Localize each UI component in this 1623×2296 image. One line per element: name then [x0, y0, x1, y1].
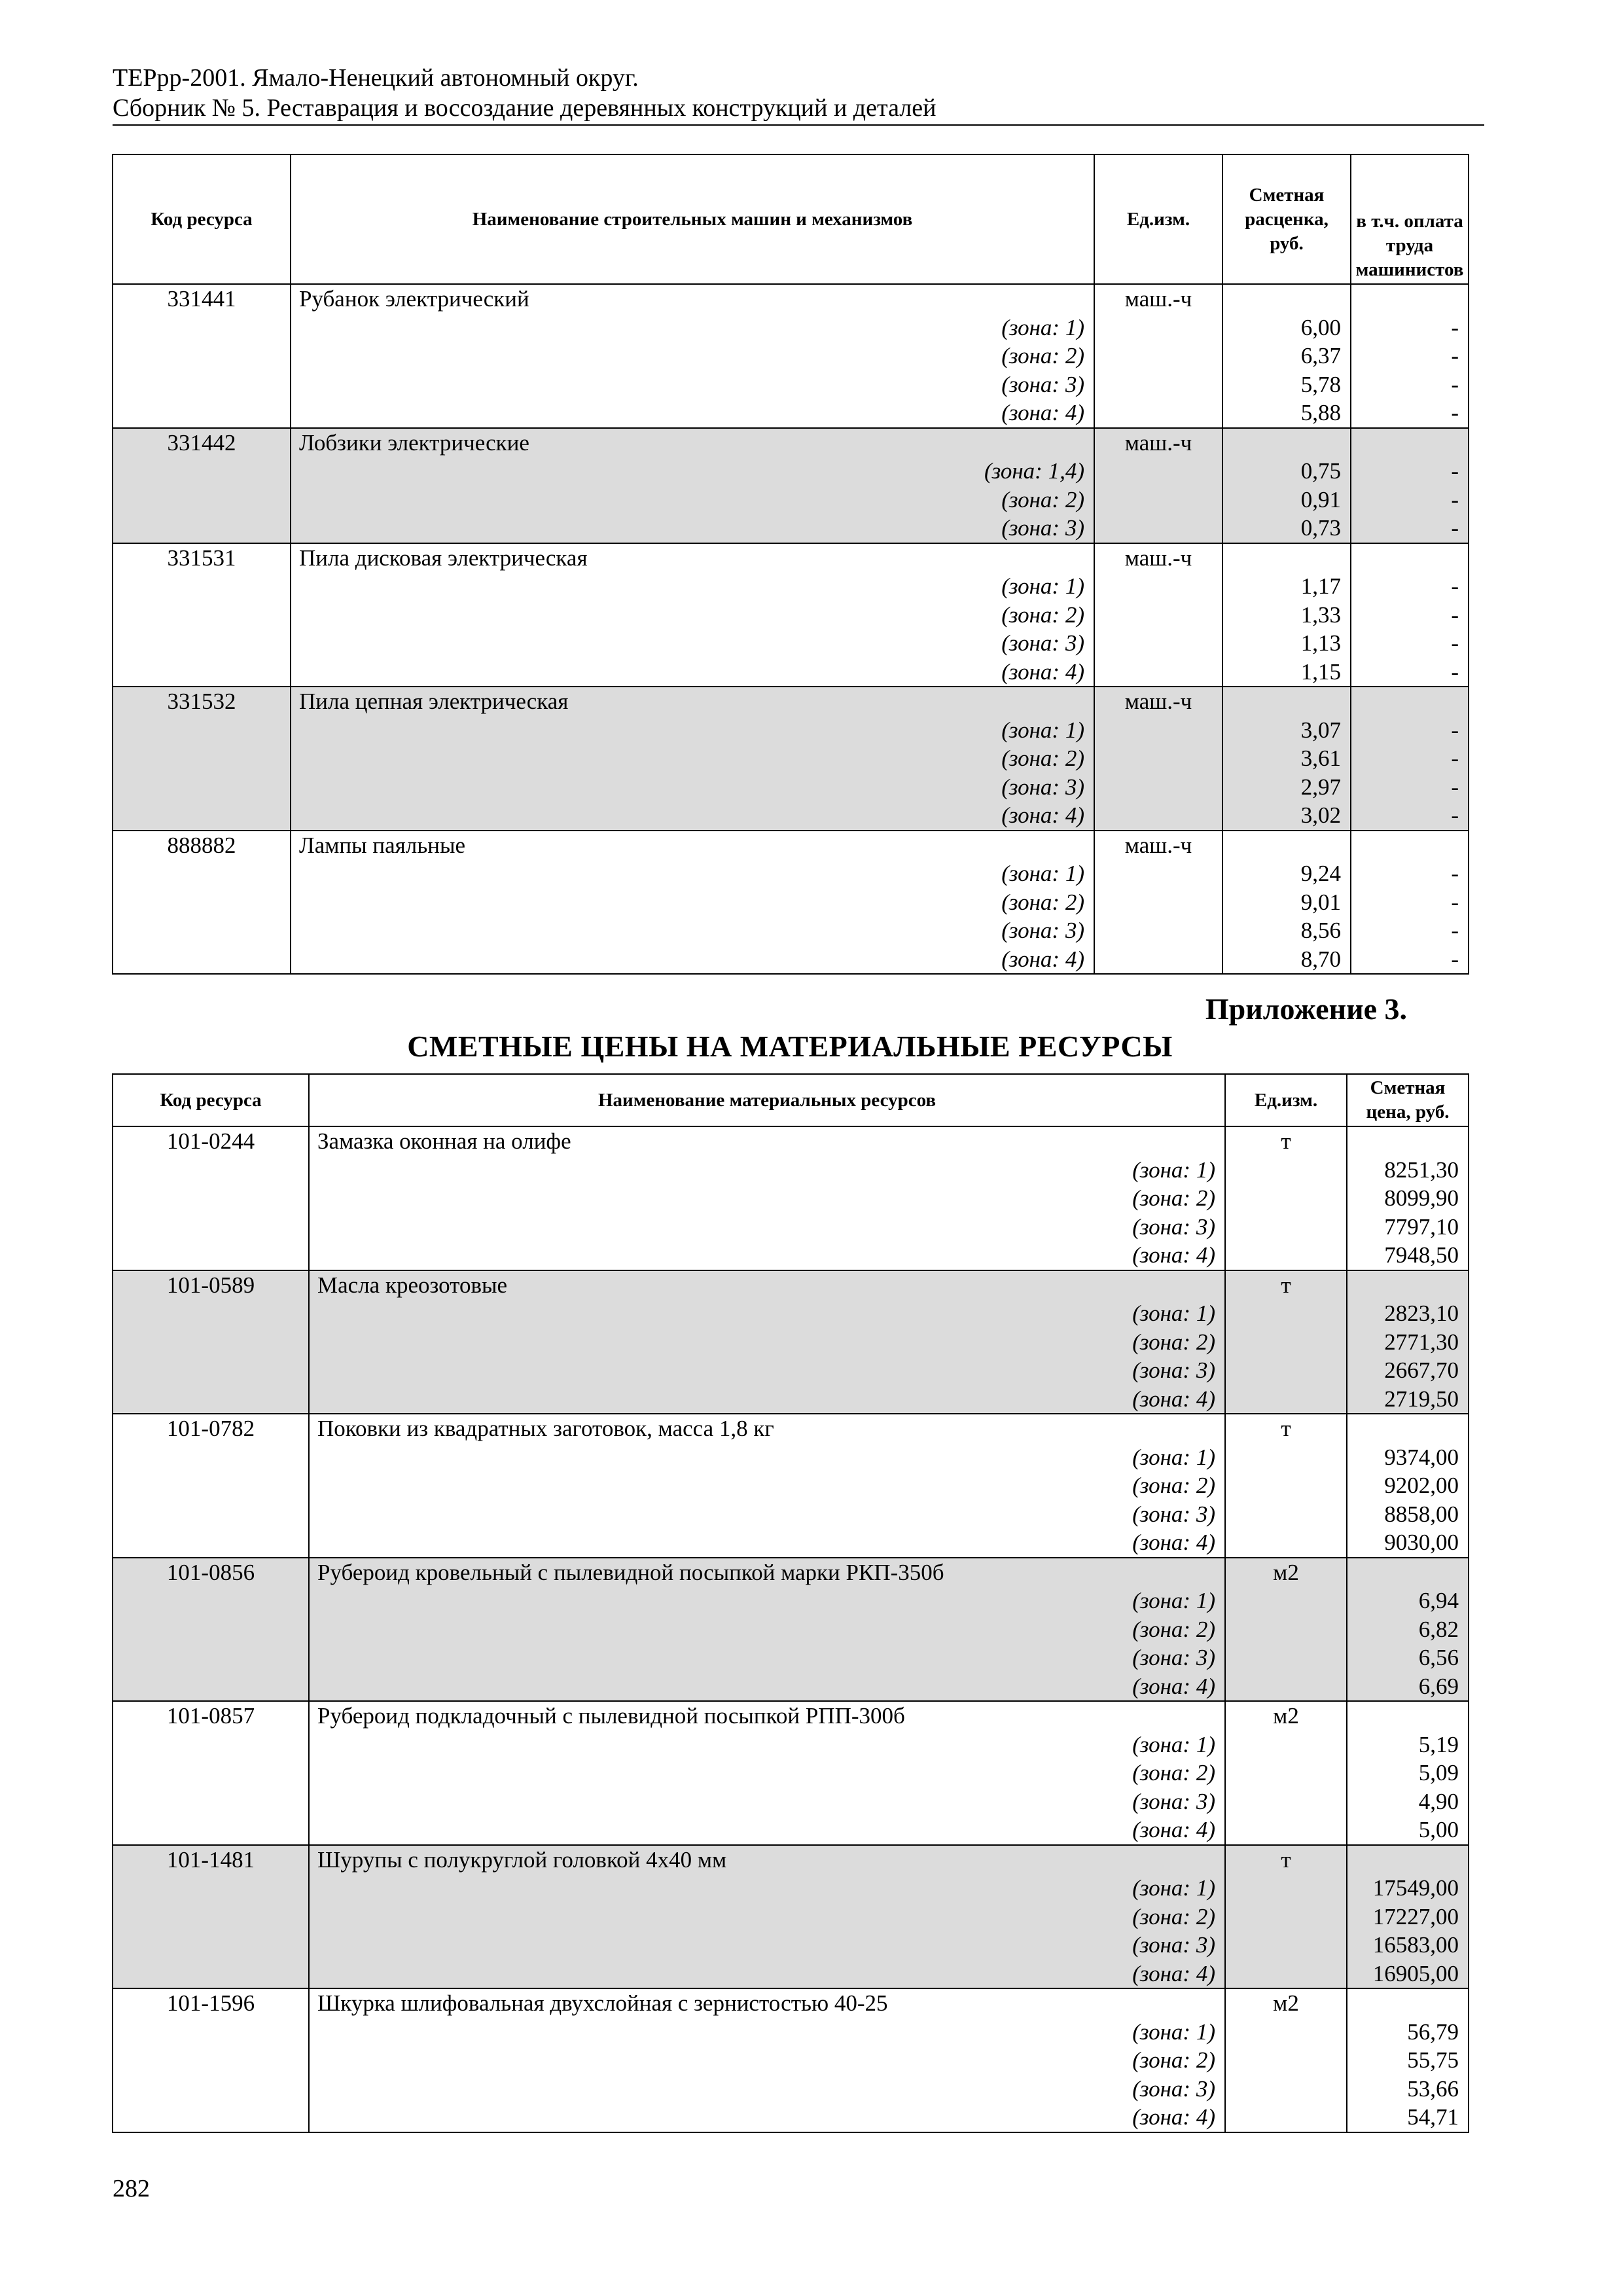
price-value: 9374,00: [1384, 1444, 1459, 1470]
labor-value: -: [1451, 630, 1459, 656]
zone-label: (зона: 1): [1001, 861, 1084, 886]
header-line-2: Сборник № 5. Реставрация и воссоздание деревянных конструкций и деталей: [113, 94, 936, 122]
price-value: 0,91: [1300, 486, 1341, 512]
price-value: 7797,10: [1384, 1213, 1459, 1240]
resource-name: Лобзики электрические: [299, 429, 529, 456]
resource-code: 101-0857: [113, 1701, 309, 1845]
header-line-1: ТЕРрр-2001. Ямало-Ненецкий автономный округ.: [113, 64, 639, 92]
labor-spacer: [1351, 285, 1459, 314]
zone-label: (зона: 4): [1132, 1817, 1215, 1842]
price-value: 3,02: [1300, 802, 1341, 828]
table-row: [113, 1988, 1469, 2132]
resource-code: 101-0589: [113, 1270, 309, 1414]
zone-label: (зона: 2): [1132, 1473, 1215, 1498]
price-value: 5,00: [1418, 1817, 1459, 1842]
zone-label: (зона: 2): [1001, 486, 1084, 512]
header-rule: [113, 124, 1484, 126]
price-value: 5,88: [1300, 400, 1341, 425]
zone-label: (зона: 1): [1001, 314, 1084, 340]
price-value: 9202,00: [1384, 1473, 1459, 1498]
zone-label: (зона: 1): [1132, 1588, 1215, 1613]
resource-name-cell: [309, 1845, 1225, 1989]
zone-label: (зона: 3): [1001, 774, 1084, 800]
zone-label: (зона: 1): [1132, 1875, 1215, 1901]
zone-label: (зона: 4): [1001, 658, 1084, 685]
resource-name-cell: [309, 1701, 1225, 1845]
price-value: 5,78: [1300, 371, 1341, 397]
price-value: 17549,00: [1372, 1875, 1459, 1901]
labor-value: -: [1451, 774, 1459, 800]
labor-value: -: [1451, 371, 1459, 397]
table-row: [113, 1845, 1469, 1989]
price-spacer: [1223, 285, 1341, 314]
materials-table: [112, 1073, 1469, 2133]
page-header: [113, 63, 1484, 126]
table-row: [113, 284, 1469, 428]
resource-name: Поковки из квадратных заготовок, масса 1,8 кг: [317, 1416, 774, 1441]
zone-label: (зона: 3): [1132, 1213, 1215, 1240]
labor-value: -: [1451, 918, 1459, 943]
col-labor-header: в т.ч. оплата труда машинистов: [1351, 154, 1469, 284]
resource-code: 331442: [113, 428, 291, 543]
unit-of-measure: м2: [1225, 1701, 1347, 1845]
resource-name: Пила дисковая электрическая: [299, 545, 588, 571]
unit-of-measure: м2: [1225, 1558, 1347, 1702]
zone-label: (зона: 2): [1132, 1760, 1215, 1785]
page-number: 282: [113, 2175, 150, 2202]
col-name-header: Наименование строительных машин и механизмов: [291, 154, 1094, 284]
price-value: 55,75: [1407, 2047, 1459, 2073]
price-spacer: [1347, 1989, 1459, 2018]
price-value: 2667,70: [1384, 1357, 1459, 1383]
table-row: [113, 831, 1469, 975]
labor-cell: [1351, 284, 1469, 428]
price-value: 56,79: [1407, 2018, 1459, 2045]
price-value: 6,69: [1418, 1673, 1459, 1699]
resource-name-cell: [309, 1558, 1225, 1702]
resource-name: Пила цепная электрическая: [299, 689, 569, 714]
resource-name-cell: [291, 428, 1094, 543]
labor-value: -: [1451, 889, 1459, 915]
labor-cell: [1351, 687, 1469, 831]
col-name-header: Наименование материальных ресурсов: [309, 1074, 1225, 1126]
labor-value: -: [1451, 515, 1459, 541]
resource-name-cell: [309, 1126, 1225, 1270]
zone-label: (зона: 2): [1001, 343, 1084, 368]
zone-label: (зона: 3): [1132, 1645, 1215, 1670]
zone-label: (зона: 2): [1132, 1329, 1215, 1355]
resource-name-cell: [291, 543, 1094, 687]
resource-name-cell: [291, 284, 1094, 428]
price-value: 0,73: [1300, 515, 1341, 541]
labor-value: -: [1451, 802, 1459, 828]
resource-code: 101-1596: [113, 1988, 309, 2132]
zone-label: (зона: 1): [1132, 2018, 1215, 2045]
price-value: 6,37: [1300, 343, 1341, 368]
labor-cell: [1351, 543, 1469, 687]
table-row: [113, 1126, 1469, 1270]
price-cell: [1347, 1270, 1469, 1414]
price-value: 4,90: [1418, 1788, 1459, 1814]
labor-cell: [1351, 831, 1469, 975]
labor-value: -: [1451, 486, 1459, 512]
zone-label: (зона: 4): [1132, 1530, 1215, 1555]
zone-label: (зона: 4): [1001, 946, 1084, 972]
unit-of-measure: маш.-ч: [1094, 543, 1222, 687]
unit-of-measure: маш.-ч: [1094, 831, 1222, 975]
resource-code: 101-0244: [113, 1126, 309, 1270]
price-value: 3,07: [1300, 717, 1341, 743]
resource-name: Масла креозотовые: [317, 1272, 508, 1298]
price-value: 54,71: [1407, 2104, 1459, 2130]
resource-name-cell: [309, 1270, 1225, 1414]
price-value: 16583,00: [1372, 1932, 1459, 1958]
col-unit-header: Ед.изм.: [1225, 1074, 1347, 1126]
resource-code: 101-1481: [113, 1845, 309, 1989]
price-value: 2,97: [1300, 774, 1341, 800]
price-value: 6,00: [1300, 314, 1341, 340]
table-row: [113, 1701, 1469, 1845]
price-spacer: [1223, 544, 1341, 573]
resource-name-cell: [309, 1414, 1225, 1558]
table-row: [113, 1558, 1469, 1702]
price-spacer: [1223, 831, 1341, 860]
col-price-header: Сметная расценка, руб.: [1222, 154, 1351, 284]
labor-value: -: [1451, 458, 1459, 484]
table-row: [113, 1270, 1469, 1414]
unit-of-measure: т: [1225, 1845, 1347, 1989]
price-cell: [1222, 543, 1351, 687]
labor-value: -: [1451, 314, 1459, 340]
labor-spacer: [1351, 687, 1459, 716]
appendix-title: Приложение 3.: [1205, 992, 1407, 1026]
price-value: 0,75: [1300, 458, 1341, 484]
table-row: [113, 1414, 1469, 1558]
labor-value: -: [1451, 745, 1459, 771]
resource-name-cell: [309, 1988, 1225, 2132]
col-code-header: Код ресурса: [113, 154, 291, 284]
price-spacer: [1223, 429, 1341, 457]
price-value: 8,70: [1300, 946, 1341, 972]
zone-label: (зона: 4): [1132, 1242, 1215, 1268]
price-value: 1,33: [1300, 601, 1341, 628]
price-value: 7948,50: [1384, 1242, 1459, 1268]
materials-table-body: [113, 1126, 1469, 2132]
unit-of-measure: маш.-ч: [1094, 687, 1222, 831]
resource-name: Лампы паяльные: [299, 832, 465, 858]
price-cell: [1347, 1414, 1469, 1558]
col-price-header: Сметная цена, руб.: [1347, 1074, 1469, 1126]
machines-table-body: [113, 284, 1469, 974]
price-cell: [1347, 1558, 1469, 1702]
price-value: 16905,00: [1372, 1960, 1459, 1986]
zone-label: (зона: 1,4): [984, 458, 1084, 484]
zone-label: (зона: 3): [1132, 1501, 1215, 1527]
machines-table: [112, 154, 1469, 975]
price-value: 9030,00: [1384, 1530, 1459, 1555]
resource-code: 101-0782: [113, 1414, 309, 1558]
zone-label: (зона: 2): [1132, 2047, 1215, 2073]
unit-of-measure: т: [1225, 1270, 1347, 1414]
labor-value: -: [1451, 861, 1459, 886]
labor-spacer: [1351, 544, 1459, 573]
zone-label: (зона: 1): [1001, 573, 1084, 599]
zone-label: (зона: 4): [1132, 1673, 1215, 1699]
price-spacer: [1347, 1127, 1459, 1156]
unit-of-measure: маш.-ч: [1094, 428, 1222, 543]
price-spacer: [1347, 1558, 1459, 1587]
unit-of-measure: маш.-ч: [1094, 284, 1222, 428]
zone-label: (зона: 4): [1001, 802, 1084, 828]
resource-code: 101-0856: [113, 1558, 309, 1702]
price-value: 5,19: [1418, 1731, 1459, 1757]
unit-of-measure: м2: [1225, 1988, 1347, 2132]
zone-label: (зона: 3): [1132, 2075, 1215, 2102]
price-value: 6,82: [1418, 1616, 1459, 1642]
price-cell: [1222, 831, 1351, 975]
zone-label: (зона: 4): [1132, 1386, 1215, 1412]
resource-code: 888882: [113, 831, 291, 975]
resource-name: Рубероид кровельный с пылевидной посыпкой марки РКП-350б: [317, 1559, 944, 1585]
price-value: 8858,00: [1384, 1501, 1459, 1527]
zone-label: (зона: 4): [1132, 2104, 1215, 2130]
price-value: 2771,30: [1384, 1329, 1459, 1355]
price-value: 8099,90: [1384, 1185, 1459, 1211]
labor-value: -: [1451, 717, 1459, 743]
resource-name-cell: [291, 687, 1094, 831]
labor-value: -: [1451, 573, 1459, 599]
labor-value: -: [1451, 343, 1459, 368]
price-cell: [1222, 284, 1351, 428]
price-cell: [1347, 1988, 1469, 2132]
price-value: 53,66: [1407, 2075, 1459, 2102]
price-value: 2719,50: [1384, 1386, 1459, 1412]
price-value: 8,56: [1300, 918, 1341, 943]
resource-code: 331441: [113, 284, 291, 428]
labor-value: -: [1451, 658, 1459, 685]
price-value: 2823,10: [1384, 1300, 1459, 1326]
price-cell: [1347, 1701, 1469, 1845]
price-cell: [1347, 1126, 1469, 1270]
price-spacer: [1223, 687, 1341, 716]
price-spacer: [1347, 1271, 1459, 1300]
labor-value: -: [1451, 400, 1459, 425]
zone-label: (зона: 3): [1132, 1357, 1215, 1383]
resource-name: Шурупы с полукруглой головкой 4х40 мм: [317, 1846, 727, 1873]
labor-spacer: [1351, 831, 1459, 860]
zone-label: (зона: 4): [1001, 400, 1084, 425]
zone-label: (зона: 3): [1001, 515, 1084, 541]
table-row: [113, 543, 1469, 687]
zone-label: (зона: 2): [1132, 1185, 1215, 1211]
price-value: 1,17: [1300, 573, 1341, 599]
price-value: 8251,30: [1384, 1157, 1459, 1183]
price-cell: [1347, 1845, 1469, 1989]
zone-label: (зона: 1): [1001, 717, 1084, 743]
labor-value: -: [1451, 946, 1459, 972]
resource-name: Шкурка шлифовальная двухслойная с зернистостью 40-25: [317, 1990, 888, 2016]
zone-label: (зона: 2): [1132, 1903, 1215, 1929]
zone-label: (зона: 3): [1132, 1788, 1215, 1814]
price-value: 17227,00: [1372, 1903, 1459, 1929]
appendix-subtitle: СМЕТНЫЕ ЦЕНЫ НА МАТЕРИАЛЬНЫЕ РЕСУРСЫ: [407, 1030, 1173, 1063]
resource-name: Рубероид подкладочный с пылевидной посыпкой РПП-300б: [317, 1703, 905, 1729]
resource-name-cell: [291, 831, 1094, 975]
price-value: 9,01: [1300, 889, 1341, 915]
resource-code: 331531: [113, 543, 291, 687]
price-cell: [1222, 428, 1351, 543]
labor-cell: [1351, 428, 1469, 543]
labor-value: -: [1451, 601, 1459, 628]
col-code-header: Код ресурса: [113, 1074, 309, 1126]
zone-label: (зона: 2): [1132, 1616, 1215, 1642]
zone-label: (зона: 2): [1001, 745, 1084, 771]
price-spacer: [1347, 1846, 1459, 1874]
resource-code: 331532: [113, 687, 291, 831]
unit-of-measure: т: [1225, 1414, 1347, 1558]
table-row: [113, 428, 1469, 543]
price-value: 3,61: [1300, 745, 1341, 771]
price-value: 9,24: [1300, 861, 1341, 886]
resource-name: Рубанок электрический: [299, 286, 529, 312]
price-value: 5,09: [1418, 1760, 1459, 1785]
zone-label: (зона: 2): [1001, 889, 1084, 915]
zone-label: (зона: 1): [1132, 1731, 1215, 1757]
price-spacer: [1347, 1702, 1459, 1731]
labor-spacer: [1351, 429, 1459, 457]
zone-label: (зона: 3): [1132, 1932, 1215, 1958]
table-row: [113, 687, 1469, 831]
price-value: 6,56: [1418, 1645, 1459, 1670]
price-value: 6,94: [1418, 1588, 1459, 1613]
zone-label: (зона: 1): [1132, 1157, 1215, 1183]
unit-of-measure: т: [1225, 1126, 1347, 1270]
zone-label: (зона: 1): [1132, 1444, 1215, 1470]
zone-label: (зона: 3): [1001, 371, 1084, 397]
zone-label: (зона: 4): [1132, 1960, 1215, 1986]
price-value: 1,15: [1300, 658, 1341, 685]
zone-label: (зона: 3): [1001, 630, 1084, 656]
zone-label: (зона: 3): [1001, 918, 1084, 943]
price-value: 1,13: [1300, 630, 1341, 656]
resource-name: Замазка оконная на олифе: [317, 1128, 571, 1154]
price-cell: [1222, 687, 1351, 831]
zone-label: (зона: 1): [1132, 1300, 1215, 1326]
price-spacer: [1347, 1414, 1459, 1443]
zone-label: (зона: 2): [1001, 601, 1084, 628]
col-unit-header: Ед.изм.: [1094, 154, 1222, 284]
